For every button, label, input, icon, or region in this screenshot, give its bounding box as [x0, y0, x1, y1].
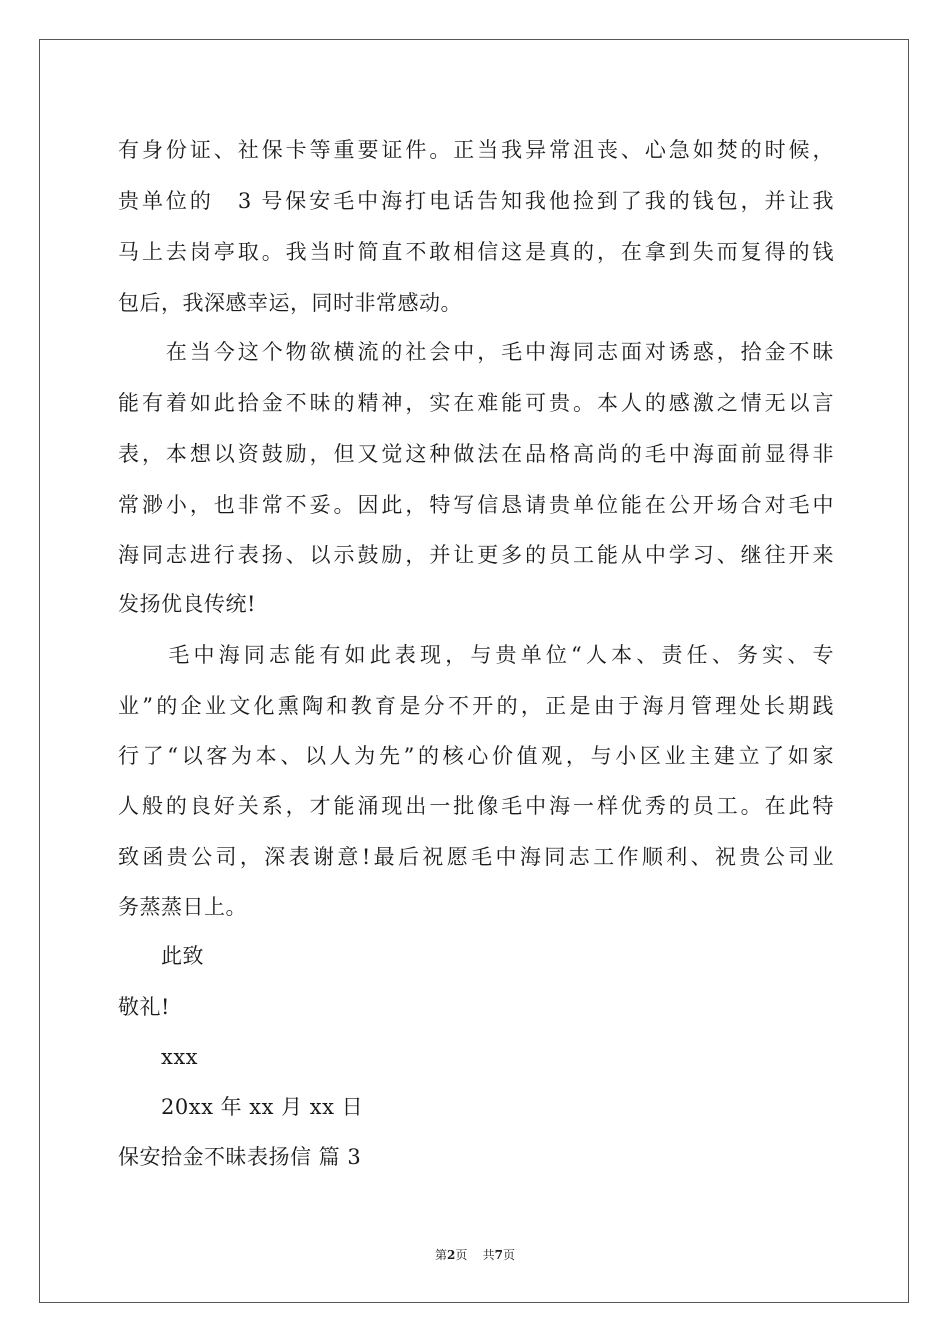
- body-line: 包后，我深感幸运，同时非常感动。: [118, 291, 462, 315]
- total-prefix: 共: [482, 1248, 495, 1262]
- salutation-line: 此致: [118, 944, 204, 968]
- page-suffix: 页: [455, 1248, 468, 1262]
- total-suffix: 页: [503, 1248, 516, 1262]
- body-line: 致函贵公司，深表谢意!最后祝愿毛中海同志工作顺利、祝贵公司业: [118, 845, 834, 869]
- body-line: 贵单位的 3 号保安毛中海打电话告知我他捡到了我的钱包，并让我: [118, 189, 834, 213]
- body-line: 海同志进行表扬、以示鼓励，并让更多的员工能从中学习、继往开来: [118, 543, 834, 567]
- body-line: 人般的良好关系，才能涌现出一批像毛中海一样优秀的员工。在此特: [118, 794, 834, 818]
- page-footer: [0, 1247, 950, 1263]
- body-line: 有身份证、社保卡等重要证件。正当我异常沮丧、心急如焚的时候，: [118, 138, 834, 162]
- total-pages: 7: [494, 1248, 503, 1262]
- body-line: 毛中海同志能有如此表现，与贵单位“人本、责任、务实、专: [118, 643, 834, 667]
- signature-line: xxx: [118, 1045, 199, 1069]
- salutation-line: 敬礼!: [118, 995, 170, 1019]
- body-line: 业”的企业文化熏陶和教育是分不开的，正是由于海月管理处长期践: [118, 694, 834, 718]
- page-prefix: 第: [434, 1248, 447, 1262]
- body-line: 表，本想以资鼓励，但又觉这种做法在品格高尚的毛中海面前显得非: [118, 442, 834, 466]
- section-heading: 保安拾金不昧表扬信 篇 3: [118, 1145, 362, 1169]
- body-line: 能有着如此拾金不昧的精神，实在难能可贵。本人的感激之情无以言: [118, 391, 834, 415]
- body-line: 常渺小，也非常不妥。因此，特写信恳请贵单位能在公开场合对毛中: [118, 493, 834, 517]
- body-line: 马上去岗亭取。我当时简直不敢相信这是真的，在拿到失而复得的钱: [118, 240, 834, 264]
- body-line: 务蒸蒸日上。: [118, 895, 247, 919]
- page-number: 2: [446, 1248, 456, 1262]
- date-line: 20xx 年 xx 月 xx 日: [118, 1095, 364, 1119]
- body-line: 行了“以客为本、以人为先”的核心价值观，与小区业主建立了如家: [118, 744, 834, 768]
- body-line: 发扬优良传统!: [118, 592, 256, 616]
- body-line: 在当今这个物欲横流的社会中，毛中海同志面对诱惑，拾金不昧: [118, 340, 834, 364]
